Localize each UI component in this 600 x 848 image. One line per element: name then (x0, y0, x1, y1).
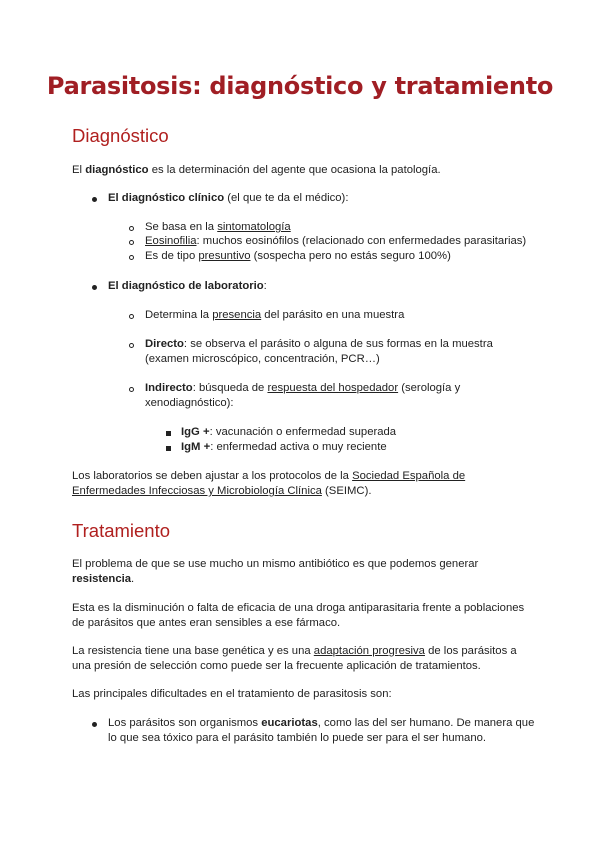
trat-p2-line2: de parásitos que antes eran sensibles a ese fármaco. (72, 617, 341, 629)
bullet-circle (129, 343, 134, 348)
labs-paragraph: Los laboratorios se deben ajustar a los protocolos de la Sociedad Española de (72, 470, 466, 482)
clinico-item-3: Es de tipo presuntivo (sospecha pero no estás seguro 100%) (145, 250, 451, 262)
bullet-square (166, 431, 171, 436)
trat-bullet-1-line2: lo que sea tóxico para el parásito también lo puede ser para el ser humano. (108, 732, 487, 744)
bullet-circle (129, 387, 134, 392)
diag-intro: El diagnóstico es la determinación del agente que ocasiona la patología. (72, 164, 441, 176)
bullet-circle (129, 314, 134, 319)
trat-p1-line2: resistencia. (72, 573, 135, 585)
bullet-circle (129, 255, 134, 260)
igm-item: IgM +: enfermedad activa o muy reciente (181, 441, 387, 453)
bullet-circle (129, 226, 134, 231)
trat-p4: Las principales dificultades en el tratamiento de parasitosis son: (72, 688, 392, 700)
lab-item-3-line2: xenodiagnóstico): (145, 397, 234, 409)
heading-diagnostico: Diagnóstico (72, 125, 169, 146)
seimc-link[interactable]: Sociedad Española de (352, 470, 466, 482)
lab-item-1: Determina la presencia del parásito en una muestra (145, 309, 405, 321)
trat-bullet-1: Los parásitos son organismos eucariotas, como las del ser humano. De manera que (108, 717, 535, 729)
lab-item-2: Directo: se observa el parásito o alguna de sus formas en la muestra (145, 338, 493, 350)
bullet-disc (92, 285, 97, 290)
page-title: Parasitosis: diagnóstico y tratamiento (46, 72, 554, 100)
trat-p3-line2: una presión de selección como puede ser la frecuente aplicación de tratamientos. (72, 660, 481, 672)
bullet-square (166, 446, 171, 451)
clinico-heading: El diagnóstico clínico (el que te da el médico): (108, 192, 349, 204)
trat-p2: Esta es la disminución o falta de eficacia de una droga antiparasitaria frente a poblaciones (72, 602, 525, 614)
bullet-disc (92, 197, 97, 202)
seimc-link-cont[interactable]: Enfermedades Infecciosas y Microbiología Clínica (72, 485, 322, 497)
trat-p3: La resistencia tiene una base genética y es una adaptación progresiva de los parásitos a (72, 645, 517, 657)
bullet-circle (129, 240, 134, 245)
clinico-item-2: Eosinofilia: muchos eosinófilos (relacionado con enfermedades parasitarias) (145, 235, 527, 247)
igg-item: IgG +: vacunación o enfermedad superada (181, 426, 397, 438)
clinico-item-1: Se basa en la sintomatología (145, 221, 291, 233)
trat-p1: El problema de que se use mucho un mismo antibiótico es que podemos generar (72, 558, 479, 570)
labs-paragraph-line2: Enfermedades Infecciosas y Microbiología Clínica (SEIMC). (72, 485, 372, 497)
lab-item-3: Indirecto: búsqueda de respuesta del hospedador (serología y (145, 382, 461, 394)
heading-tratamiento: Tratamiento (72, 520, 171, 541)
lab-heading: El diagnóstico de laboratorio: (108, 280, 267, 292)
lab-item-2-line2: (examen microscópico, concentración, PCR…) (145, 353, 380, 365)
bullet-disc (92, 722, 97, 727)
